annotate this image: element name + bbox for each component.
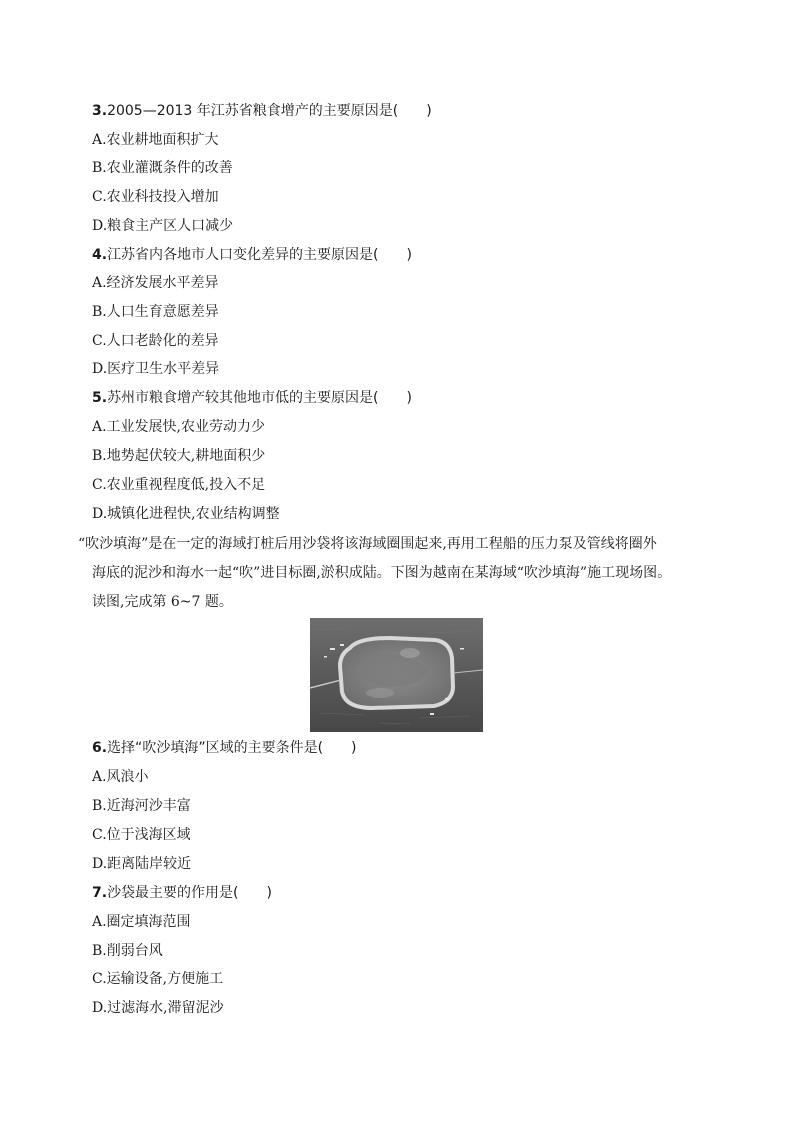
passage-line-3: 读图,完成第 6~7 题。 <box>92 594 233 610</box>
question-6-option-a: A.风浪小 <box>92 769 149 785</box>
question-3-option-d: D.粮食主产区人口减少 <box>92 218 234 234</box>
question-5-option-a: A.工业发展快,农业劳动力少 <box>92 419 266 435</box>
question-7-option-c: C.运输设备,方便施工 <box>92 971 224 987</box>
question-number: 5. <box>92 390 108 406</box>
question-text: 苏州市粮食增产较其他地市低的主要原因是( ) <box>107 390 412 406</box>
question-text: 选择“吹沙填海”区域的主要条件是( ) <box>107 740 357 756</box>
question-5-option-d: D.城镇化进程快,农业结构调整 <box>92 506 280 522</box>
question-4-option-d: D.医疗卫生水平差异 <box>92 361 220 377</box>
question-5-option-b: B.地势起伏较大,耕地面积少 <box>92 448 266 464</box>
question-7-option-a: A.圈定填海范围 <box>92 914 191 930</box>
reading-passage <box>78 530 732 617</box>
land-reclamation-photo <box>310 618 483 732</box>
question-6-option-c: C.位于浅海区域 <box>92 827 191 843</box>
question-number: 4. <box>92 247 108 263</box>
question-3-stem <box>92 101 432 121</box>
question-number: 7. <box>92 885 108 901</box>
question-7-option-d: D.过滤海水,滞留泥沙 <box>92 1000 224 1016</box>
question-text: 江苏省内各地市人口变化差异的主要原因是( ) <box>107 247 412 263</box>
question-3-option-c: C.农业科技投入增加 <box>92 189 219 205</box>
passage-line-2: 海底的泥沙和海水一起“吹”进目标圈,淤积成陆。下图为越南在某海域“吹沙填海”施工现场图。 <box>92 565 672 581</box>
question-5-stem <box>92 388 412 408</box>
question-4-option-a: A.经济发展水平差异 <box>92 275 219 291</box>
question-6-option-d: D.距离陆岸较近 <box>92 856 192 872</box>
question-4-option-c: C.人口老龄化的差异 <box>92 333 219 349</box>
question-4-stem <box>92 245 412 265</box>
passage-line-1: “吹沙填海”是在一定的海域打桩后用沙袋将该海域圈围起来,再用工程船的压力泵及管线将圈外 <box>78 536 657 552</box>
question-5-option-c: C.农业重视程度低,投入不足 <box>92 477 266 493</box>
question-text: 沙袋最主要的作用是( ) <box>107 885 272 901</box>
question-6-stem <box>92 738 357 758</box>
question-4-option-b: B.人口生育意愿差异 <box>92 304 219 320</box>
question-6-option-b: B.近海河沙丰富 <box>92 798 191 814</box>
question-7-option-b: B.削弱台风 <box>92 943 163 959</box>
question-text: 2005—2013 年江苏省粮食增产的主要原因是( ) <box>107 103 432 119</box>
question-3-option-a: A.农业耕地面积扩大 <box>92 132 219 148</box>
question-3-option-b: B.农业灌溉条件的改善 <box>92 160 233 176</box>
question-number: 3. <box>92 103 108 119</box>
question-number: 6. <box>92 740 108 756</box>
question-7-stem <box>92 883 272 903</box>
